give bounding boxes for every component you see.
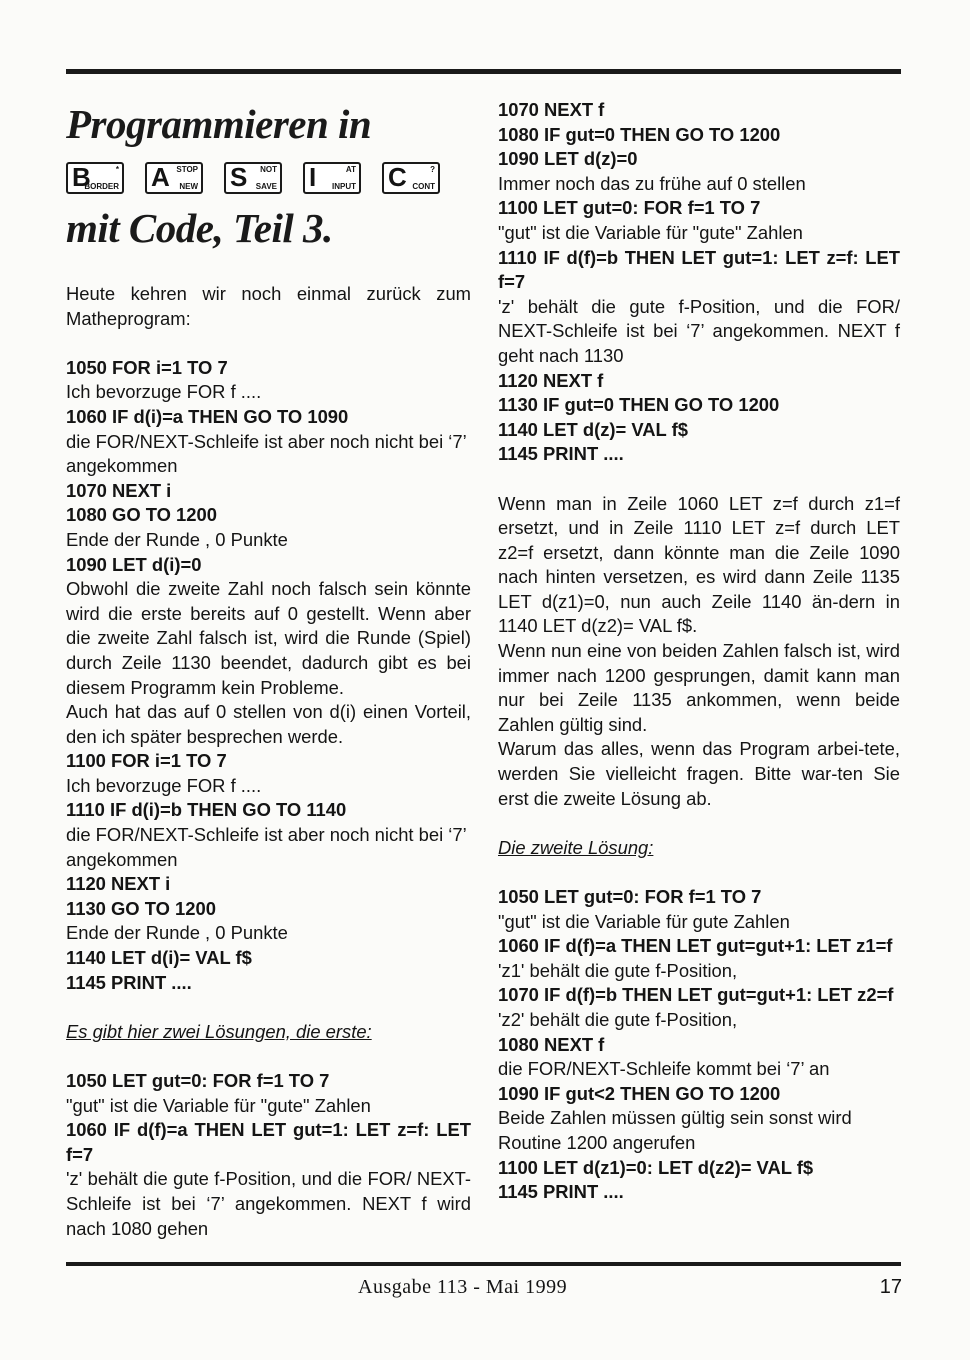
intro-paragraph: Heute kehren wir noch einmal zurück zum Matheprogram: — [66, 283, 471, 329]
key-c — [382, 162, 440, 194]
key-c-bottom-label: CONT — [412, 182, 435, 191]
code-line: 1080 GO TO 1200 — [66, 504, 217, 526]
code-line: 1090 LET d(z)=0 — [498, 148, 638, 170]
page-footer — [0, 1276, 970, 1300]
key-a-letter: A — [151, 162, 170, 192]
top-rule — [66, 69, 901, 74]
key-b-bottom-label: BORDER — [84, 182, 119, 191]
key-b-letter: B — [72, 162, 91, 192]
code-line: 1100 LET gut=0: FOR f=1 TO 7 — [498, 197, 761, 219]
key-i — [303, 162, 361, 194]
code-line: 1140 LET d(i)= VAL f$ — [66, 947, 252, 969]
spacer — [498, 467, 900, 492]
code-line: 1070 IF d(f)=b THEN LET gut=gut+1: LET z2=f — [498, 984, 894, 1006]
body-paragraph: Auch hat das auf 0 stellen von d(i) einen Vorteil, den ich später besprechen werde. — [66, 701, 471, 747]
spacer — [66, 1044, 471, 1069]
code-line: 1130 IF gut=0 THEN GO TO 1200 — [498, 394, 780, 416]
body-paragraph: 'z' behält die gute f-Position, und die FOR/ NEXT-Schleife ist bei ‘7’ angekommen. NEXT f wird nach 1080 gehen — [66, 1168, 471, 1239]
code-line: 1060 IF d(i)=a THEN GO TO 1090 — [66, 405, 349, 427]
comment-line: 'z1' behält die gute f-Position, — [498, 959, 738, 981]
code-line: 1060 IF d(f)=a THEN LET gut=1: LET z=f: LET f=7 — [66, 1119, 471, 1165]
article-title-line-1: Programmieren in — [66, 101, 372, 147]
code-line: 1050 FOR i=1 TO 7 — [66, 356, 228, 378]
key-a-top-label: STOP — [176, 165, 198, 174]
code-line: 1080 NEXT f — [498, 1033, 605, 1055]
spacer — [66, 995, 471, 1020]
code-line: 1060 IF d(f)=a THEN LET gut=gut+1: LET z1=f — [498, 935, 893, 957]
code-line: 1050 LET gut=0: FOR f=1 TO 7 — [66, 1070, 330, 1091]
code-line: 1090 IF gut<2 THEN GO TO 1200 — [498, 1082, 781, 1104]
key-s — [224, 162, 282, 194]
code-line: 1145 PRINT .... — [498, 1181, 624, 1203]
comment-line: "gut" ist die Variable für "gute" Zahlen — [498, 221, 803, 243]
article-title-line-2: mit Code, Teil 3. — [66, 205, 333, 251]
key-i-bottom-label: INPUT — [332, 182, 356, 191]
page-number: 17 — [879, 1276, 902, 1298]
comment-line: Ende der Runde , 0 Punkte — [66, 528, 288, 550]
comment-line: die FOR/NEXT-Schleife kommt bei ‘7’ an — [498, 1058, 830, 1080]
key-i-top-label: AT — [345, 165, 356, 174]
code-line: 1050 LET gut=0: FOR f=1 TO 7 — [498, 886, 762, 907]
body-paragraph: Warum das alles, wenn das Program arbei-tete, werden Sie vielleicht fragen. Bitte war-ten Sie erst die zweite Lösung ab. — [498, 738, 900, 809]
code-line: 1130 GO TO 1200 — [66, 897, 216, 919]
comment-line: Immer noch das zu frühe auf 0 stellen — [498, 172, 806, 194]
code-line: 1145 PRINT .... — [66, 971, 192, 993]
comment-line: die FOR/NEXT-Schleife ist aber noch nicht bei ‘7’ angekommen — [66, 430, 467, 477]
section-heading-first-solution: Es gibt hier zwei Lösungen, die erste: — [66, 1020, 372, 1042]
key-b — [66, 162, 124, 194]
key-i-letter: I — [309, 162, 317, 192]
spacer — [66, 331, 471, 356]
code-line: 1070 NEXT f — [498, 99, 605, 120]
left-column — [66, 96, 471, 1241]
comment-line: Ich bevorzuge FOR f .... — [66, 774, 262, 796]
body-paragraph: Wenn nun eine von beiden Zahlen falsch ist, wird immer nach 1200 gesprungen, damit kann man nur bei Zeile 1135 ankommen, wenn beide Zahlen gültig sind. — [498, 640, 900, 735]
spacer — [498, 811, 900, 836]
comment-line: die FOR/NEXT-Schleife ist aber noch nicht bei ‘7’ angekommen — [66, 824, 467, 870]
key-s-top-label: NOT — [260, 165, 277, 174]
code-line: 1145 PRINT .... — [498, 443, 624, 465]
key-a — [145, 162, 203, 194]
key-s-letter: S — [230, 162, 248, 192]
comment-line: "gut" ist die Variable für gute Zahlen — [498, 910, 790, 932]
comment-line: Ich bevorzuge FOR f .... — [66, 381, 262, 403]
body-paragraph: Obwohl die zweite Zahl noch falsch sein könnte wird die erste bereits auf 0 gestellt. Wenn aber die zweite Zahl falsch ist, wird die Runde (Spiel) durch Zeile 1130 beendet, dadurch gibt es bei diesem Programm kein Probleme. — [66, 578, 471, 698]
code-line: 1110 IF d(f)=b THEN LET gut=1: LET z=f: LET f=7 — [498, 246, 900, 293]
key-c-top-label: ? — [430, 165, 435, 174]
comment-line: Beide Zahlen müssen gültig sein sonst wird Routine 1200 angerufen — [498, 1107, 852, 1153]
bottom-rule — [66, 1262, 901, 1266]
code-line: 1100 FOR i=1 TO 7 — [66, 750, 227, 772]
code-line: 1110 IF d(i)=b THEN GO TO 1140 — [66, 799, 347, 821]
spacer — [498, 860, 900, 885]
body-paragraph: Wenn man in Zeile 1060 LET z=f durch z1=f ersetzt, und in Zeile 1110 LET z=f durch LET z2=f ersetzt, dann könnte man die Zeile 1090 nach hinten versetzen, es wird dann Zeile 1135 LET d(z1)=0, nun auch Zeile 1140 än-dern in 1140 LET d(z2)= VAL f$. — [498, 492, 900, 637]
code-line: 1080 IF gut=0 THEN GO TO 1200 — [498, 123, 781, 145]
code-line: 1100 LET d(z1)=0: LET d(z2)= VAL f$ — [498, 1156, 814, 1178]
basic-keyboard-keys — [66, 162, 471, 194]
code-line: 1070 NEXT i — [66, 479, 172, 501]
key-c-letter: C — [388, 162, 407, 192]
code-line: 1120 NEXT i — [66, 873, 171, 895]
body-paragraph: 'z' behält die gute f-Position, und die FOR/ NEXT-Schleife ist bei ‘7’ angekommen. NEXT f geht nach 1130 — [498, 295, 900, 366]
key-b-top-label: * — [115, 165, 119, 174]
issue-label: Ausgabe 113 - Mai 1999 — [358, 1276, 568, 1298]
code-line: 1120 NEXT f — [498, 369, 604, 391]
section-heading-second-solution: Die zweite Lösung: — [498, 836, 654, 858]
code-line: 1140 LET d(z)= VAL f$ — [498, 418, 688, 440]
comment-line: 'z2' behält die gute f-Position, — [498, 1008, 738, 1030]
right-column — [498, 98, 900, 1205]
key-a-bottom-label: NEW — [179, 182, 198, 191]
key-s-bottom-label: SAVE — [255, 182, 277, 191]
code-line: 1090 LET d(i)=0 — [66, 553, 202, 575]
comment-line: Ende der Runde , 0 Punkte — [66, 922, 288, 944]
comment-line: "gut" ist die Variable für "gute" Zahlen — [66, 1094, 371, 1116]
